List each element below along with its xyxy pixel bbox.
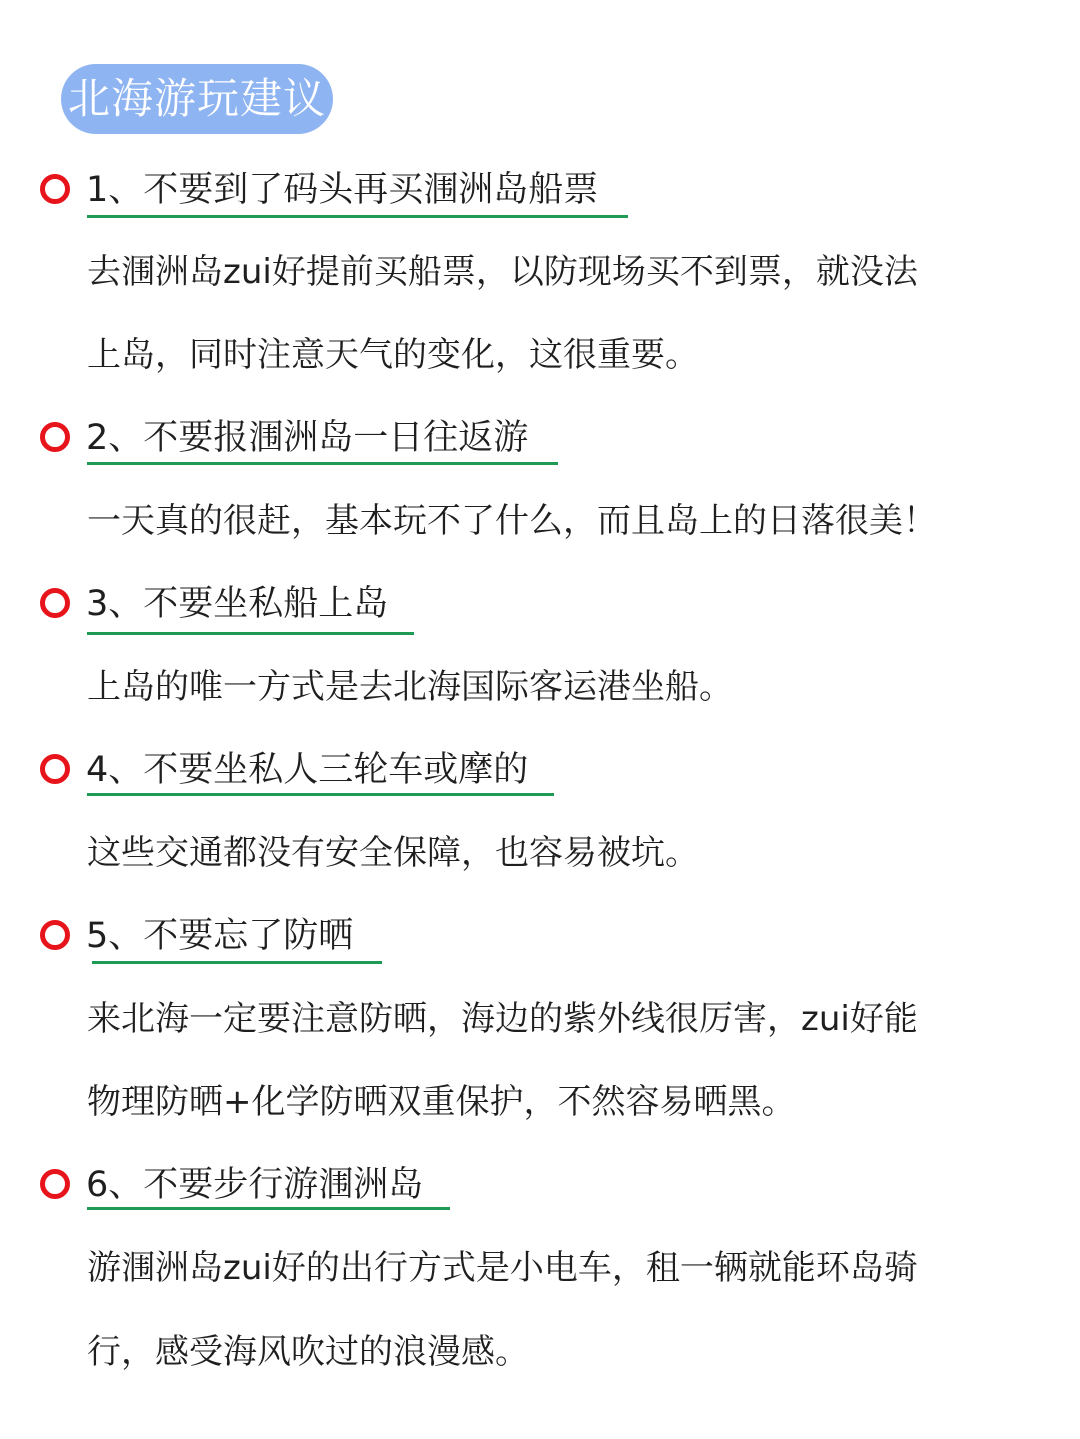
- tip-body-line: 上岛，同时注意天气的变化，这很重要。: [87, 335, 699, 375]
- tip-body-line: 一天真的很赶，基本玩不了什么，而且岛上的日落很美！: [87, 501, 937, 541]
- red-circle-icon: [40, 920, 70, 950]
- tip-heading-text: 2、不要报涠洲岛一日往返游: [86, 418, 529, 458]
- tip-heading-text: 6、不要步行游涠洲岛: [86, 1165, 424, 1205]
- heading-underline: [92, 961, 382, 964]
- tip-heading-text: 4、不要坐私人三轮车或摩的: [86, 750, 529, 790]
- tip-body-line: 去涠洲岛zui好提前买船票，以防现场买不到票，就没法: [87, 252, 918, 292]
- heading-underline: [87, 793, 554, 796]
- tip-body-line: 物理防晒+化学防晒双重保护，不然容易晒黑。: [87, 1082, 796, 1122]
- tip-heading-text: 5、不要忘了防晒: [86, 916, 354, 956]
- heading-underline: [87, 462, 558, 465]
- red-circle-icon: [40, 1169, 70, 1199]
- heading-underline: [87, 215, 628, 218]
- heading-underline: [87, 632, 414, 635]
- red-circle-icon: [40, 422, 70, 452]
- tip-body-line: 行，感受海风吹过的浪漫感。: [87, 1332, 529, 1372]
- tip-body-line: 上岛的唯一方式是去北海国际客运港坐船。: [87, 667, 733, 707]
- tip-heading-text: 3、不要坐私船上岛: [86, 584, 389, 624]
- tip-body-line: 这些交通都没有安全保障，也容易被坑。: [87, 833, 699, 873]
- tip-heading-text: 1、不要到了码头再买涠洲岛船票: [86, 170, 599, 210]
- tip-body-line: 游涠洲岛zui好的出行方式是小电车，租一辆就能环岛骑: [87, 1248, 918, 1288]
- red-circle-icon: [40, 588, 70, 618]
- heading-underline: [87, 1207, 450, 1210]
- red-circle-icon: [40, 174, 70, 204]
- red-circle-icon: [40, 754, 70, 784]
- page-title: 北海游玩建议: [61, 64, 333, 134]
- tip-body-line: 来北海一定要注意防晒，海边的紫外线很厉害，zui好能: [87, 999, 918, 1039]
